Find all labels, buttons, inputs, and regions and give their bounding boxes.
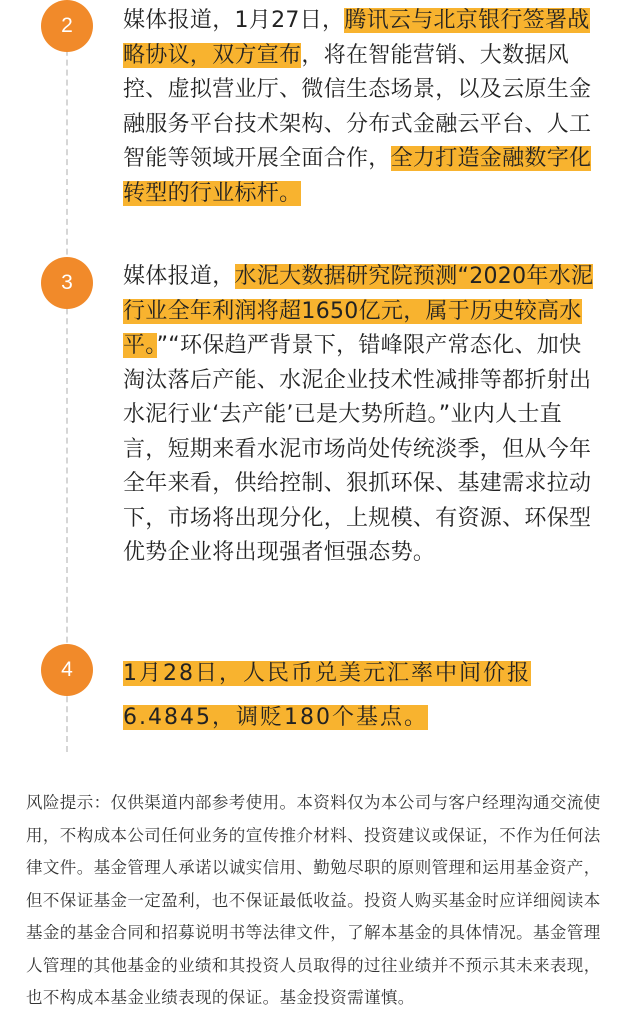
- highlight-text: 全力打造金融数字化转型的行业标杆。: [123, 146, 592, 206]
- item-text: ，将在智能营销、大数据风控、虚拟营业厅、微信生态场景，以及云原生金融服务平台技术架构、分布式金融云平台、人工智能等领域开展全面合作，: [123, 42, 592, 171]
- highlight-text: 腾讯云与北京银行签署战略协议，双方宣布: [123, 8, 590, 68]
- timeline-line: [66, 0, 68, 752]
- highlight-text: 水泥大数据研究院预测“2020年水泥行业全年利润将超1650亿元，属于历史较高水平。: [123, 264, 594, 358]
- news-item-4: [123, 652, 603, 740]
- item-text: 媒体报道，: [123, 264, 235, 289]
- news-item-2: [123, 4, 603, 211]
- risk-notice: 风险提示：仅供渠道内部参考使用。本资料仅为本公司与客户经理沟通交流使用，不构成本公司任何业务的宣传推介材料、投资建议或保证，不作为任何法律文件。基金管理人承诺以诚实信用、勤勉尽职的原则管理和运用基金资产，但不保证基金一定盈利，也不保证最低收益。投资人购买基金时应详细阅读本基金的基金合同和招募说明书等法律文件，了解本基金的具体情况。基金管理人管理的其他基金的业绩和其投资人员取得的过往业绩并不预示其未来表现，也不构成本基金业绩表现的保证。基金投资需谨慎。: [26, 793, 601, 1007]
- item-text: 媒体报道，1月27日，: [123, 8, 345, 33]
- item-text: ”“环保趋严背景下，错峰限产常态化、加快淘汰落后产能、水泥企业技术性减排等都折射出水泥行业‘去产能’已是大势所趋。”业内人士直言，短期来看水泥市场尚处传统淡季，但从今年全年来看，供给控制、狠抓环保、基建需求拉动下，市场将出现分化，上规模、有资源、环保型优势企业将出现强者恒强态势。: [123, 333, 592, 565]
- step-badge-3: 3: [41, 257, 93, 309]
- highlight-text: 1月28日，人民币兑美元汇率中间价报6.4845，调贬180个基点。: [123, 661, 531, 730]
- news-item-3: [123, 260, 603, 571]
- step-badge-4: 4: [41, 644, 93, 696]
- step-badge-2: 2: [41, 0, 93, 52]
